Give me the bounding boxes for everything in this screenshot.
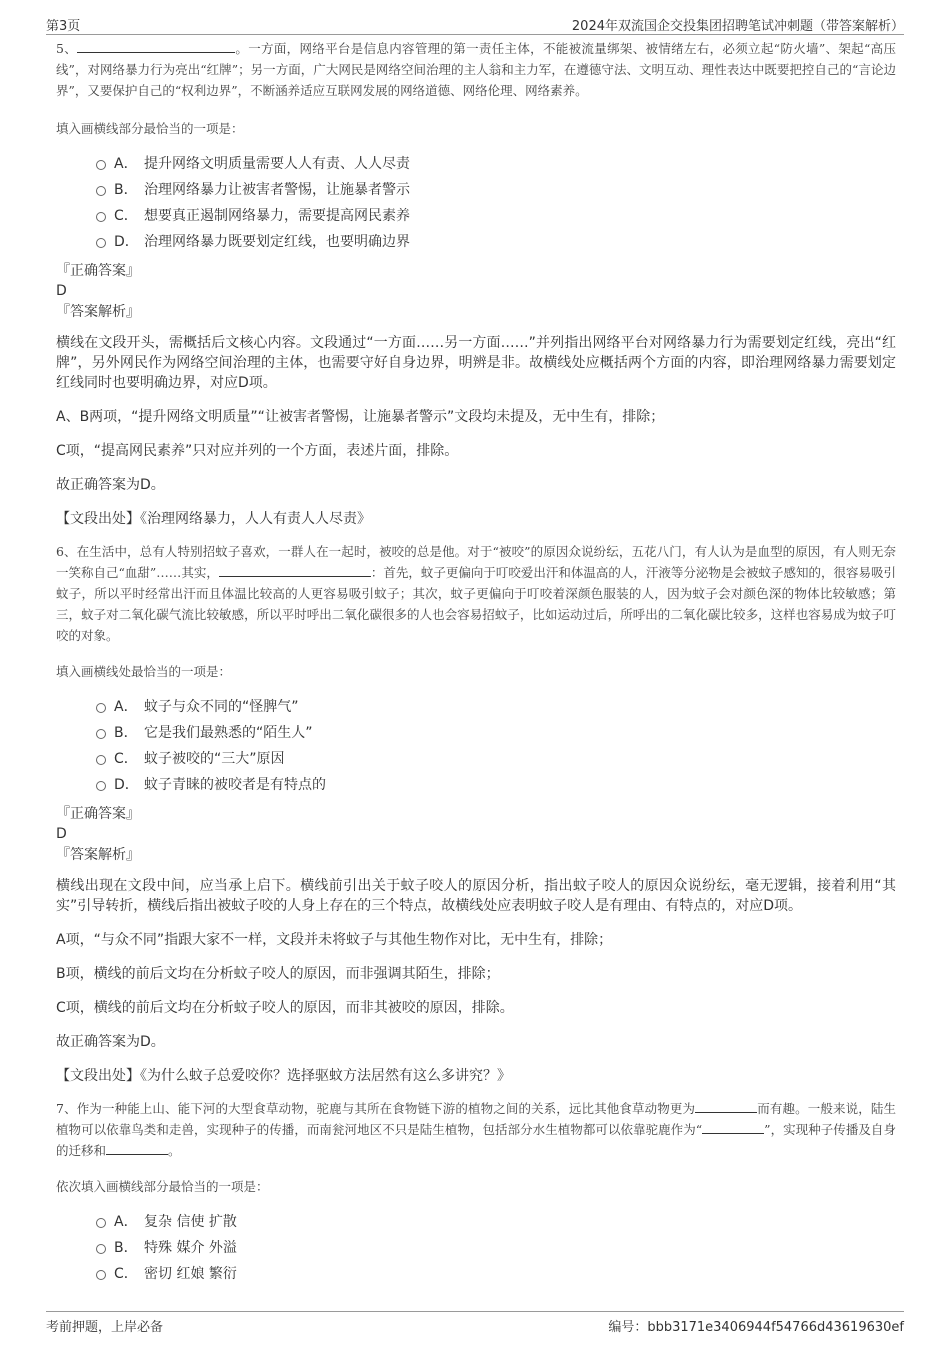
document-body xyxy=(56,36,896,1287)
question-6-source: 【文段出处】《为什么蚊子总爱咬你？选择驱蚊方法居然有这么多讲究？》 xyxy=(56,1068,511,1084)
question-6-option-d[interactable] xyxy=(56,772,896,798)
option-text: 治理网络暴力让被害者警惕，让施暴者警示 xyxy=(144,182,410,198)
question-7-text-3: ”，实现种子传播及自身的迁移和 xyxy=(56,1122,896,1158)
radio-button[interactable] xyxy=(96,160,106,170)
question-6-analysis-4: C项，横线的前后文均在分析蚊子咬人的原因，而非其被咬的原因，排除。 xyxy=(56,1000,514,1016)
option-letter: A． xyxy=(114,699,138,715)
question-5-analysis-3: C项，“提高网民素养”只对应并列的一个方面，表述片面，排除。 xyxy=(56,443,459,459)
question-5-stem xyxy=(56,38,896,101)
question-7-text-2: 而有趣。一般来说，陆生植物可以依靠鸟类和走兽，实现种子的传播，而南瓮河地区不只是陆生植物，包括部分水生植物都可以依靠驼鹿作为“ xyxy=(56,1101,896,1137)
question-6-option-c[interactable] xyxy=(56,746,896,772)
question-5-prompt: 填入画横线部分最恰当的一项是： xyxy=(56,121,244,136)
question-6-analysis-1: 横线出现在文段中间，应当承上启下。横线前引出关于蚊子咬人的原因分析，指出蚊子咬人的原因众说纷纭，毫无逻辑，接着利用“其实”引导转折，横线后指出被蚊子咬的人身上存在的三个特点，故横线处应表明蚊子咬人是有理由、有特点的，对应D项。 xyxy=(56,878,896,914)
question-5-analysis-1: 横线在文段开头，需概括后文核心内容。文段通过“一方面……另一方面……”并列指出网络平台对网络暴力行为需要划定红线，亮出“红牌”，另外网民作为网络空间治理的主体，也需要守好自身边界，明辨是非。故横线处应概括两个方面的内容，即治理网络暴力需要划定红线同时也要明确边界，对应D项。 xyxy=(56,335,896,391)
question-5-option-d[interactable] xyxy=(56,229,896,255)
radio-button[interactable] xyxy=(96,1270,106,1280)
question-6-analysis-5: 故正确答案为D。 xyxy=(56,1034,165,1050)
radio-button[interactable] xyxy=(96,755,106,765)
option-letter: A． xyxy=(114,156,138,172)
question-6-number: 6、 xyxy=(56,544,77,559)
option-letter: C． xyxy=(114,751,138,767)
option-letter: B． xyxy=(114,725,138,741)
question-7-blank-1 xyxy=(695,1099,757,1113)
question-5-source: 【文段出处】《治理网络暴力，人人有责人人尽责》 xyxy=(56,511,371,527)
question-7-blank-3 xyxy=(106,1141,168,1155)
option-letter: A． xyxy=(114,1214,138,1230)
question-7-prompt: 依次填入画横线部分最恰当的一项是： xyxy=(56,1179,269,1194)
question-5-number: 5、 xyxy=(56,41,78,56)
document-code: 编号：bbb3171e3406944f54766d43619630ef xyxy=(608,1320,904,1335)
question-7-option-c[interactable] xyxy=(56,1261,896,1287)
question-7-number: 7、 xyxy=(56,1101,77,1116)
question-6-answer-label: 『正确答案』 xyxy=(56,806,140,822)
question-6-analysis-2: A项，“与众不同”指跟大家不一样，文段并未将蚊子与其他生物作对比，无中生有，排除； xyxy=(56,932,613,948)
option-text: 蚊子与众不同的“怪脾气” xyxy=(144,699,299,715)
option-text: 想要真正遏制网络暴力，需要提高网民素养 xyxy=(144,208,410,224)
option-letter: C． xyxy=(114,1266,138,1282)
question-5-option-a[interactable] xyxy=(56,151,896,177)
question-6-option-b[interactable] xyxy=(56,720,896,746)
option-letter: D． xyxy=(114,234,139,250)
option-letter: B． xyxy=(114,1240,138,1256)
question-7-option-b[interactable] xyxy=(56,1235,896,1261)
question-5-blank xyxy=(77,39,235,53)
question-6-text-before: 在生活中，总有人特别招蚊子喜欢，一群人在一起时，被咬的总是他。对于“被咬”的原因众说纷纭，五花八门，有人认为是血型的原因，有人则无奈一笑称自己“血甜”……其实， xyxy=(56,544,896,580)
question-6-prompt: 填入画横线处最恰当的一项是： xyxy=(56,664,232,679)
radio-button[interactable] xyxy=(96,781,106,791)
question-6-answer: D xyxy=(56,826,67,842)
option-text: 特殊 媒介 外溢 xyxy=(144,1240,237,1256)
question-7-option-a[interactable] xyxy=(56,1209,896,1235)
question-5-option-c[interactable] xyxy=(56,203,896,229)
radio-button[interactable] xyxy=(96,212,106,222)
radio-button[interactable] xyxy=(96,1218,106,1228)
radio-button[interactable] xyxy=(96,729,106,739)
radio-button[interactable] xyxy=(96,703,106,713)
question-5-analysis-4: 故正确答案为D。 xyxy=(56,477,165,493)
question-6-stem xyxy=(56,541,896,646)
question-7-text-4: 。 xyxy=(168,1143,181,1158)
question-6-analysis-3: B项，横线的前后文均在分析蚊子咬人的原因，而非强调其陌生，排除； xyxy=(56,966,500,982)
question-5-options xyxy=(56,151,896,255)
question-7-blank-2 xyxy=(702,1120,764,1134)
option-text: 它是我们最熟悉的“陌生人” xyxy=(144,725,313,741)
radio-button[interactable] xyxy=(96,186,106,196)
option-text: 治理网络暴力既要划定红线，也要明确边界 xyxy=(144,234,410,250)
question-6-blank xyxy=(219,563,371,577)
question-6-options xyxy=(56,694,896,798)
question-7-stem xyxy=(56,1098,896,1161)
question-5-answer-label: 『正确答案』 xyxy=(56,263,140,279)
option-text: 提升网络文明质量需要人人有责、人人尽责 xyxy=(144,156,410,172)
question-7-text-1: 作为一种能上山、能下河的大型食草动物，驼鹿与其所在食物链下游的植物之间的关系，远比其他食草动物更为 xyxy=(76,1101,696,1116)
option-text: 蚊子被咬的“三大”原因 xyxy=(144,751,285,767)
question-5-text: 。一方面，网络平台是信息内容管理的第一责任主体，不能被流量绑架、被情绪左右，必须立起“防火墙”、架起“高压线”，对网络暴力行为亮出“红牌”；另一方面，广大网民是网络空间治理的主人翁和主力军，在遵德守法、文明互动、理性表达中既要把控自己的“言论边界”，又要保护自己的“权利边界”，不断涵养适应互联网发展的网络道德、网络伦理、网络素养。 xyxy=(56,41,896,98)
question-6-text-after: ：首先，蚊子更偏向于叮咬爱出汗和体温高的人，汗液等分泌物是会被蚊子感知的，很容易吸引蚊子，所以平时经常出汗而且体温比较高的人更容易吸引蚊子；其次，蚊子更偏向于叮咬着深颜色服装的人，因为蚊子会对颜色深的物体比较敏感；第三，蚊子对二氧化碳气流比较敏感，所以平时呼出二氧化碳很多的人也会容易招蚊子，比如运动过后，所呼出的二氧化碳比较多，这样也容易成为蚊子叮咬的对象。 xyxy=(56,565,896,643)
document-title: 2024年双流国企交投集团招聘笔试冲刺题（带答案解析） xyxy=(571,19,904,34)
page-footer xyxy=(46,1311,904,1336)
question-5-answer: D xyxy=(56,283,67,299)
option-text: 蚊子青睐的被咬者是有特点的 xyxy=(144,777,326,793)
option-text: 密切 红娘 繁衍 xyxy=(144,1266,237,1282)
option-letter: B． xyxy=(114,182,138,198)
question-6-option-a[interactable] xyxy=(56,694,896,720)
option-text: 复杂 信使 扩散 xyxy=(144,1214,237,1230)
radio-button[interactable] xyxy=(96,1244,106,1254)
question-7-options xyxy=(56,1209,896,1287)
radio-button[interactable] xyxy=(96,238,106,248)
page-number: 第3页 xyxy=(46,19,81,34)
option-letter: C． xyxy=(114,208,138,224)
option-letter: D． xyxy=(114,777,139,793)
page-header xyxy=(46,12,904,35)
question-5-analysis-2: A、B两项，“提升网络文明质量”“让被害者警惕，让施暴者警示”文段均未提及，无中生有，排除； xyxy=(56,409,665,425)
footer-slogan: 考前押题，上岸必备 xyxy=(46,1320,164,1335)
question-5-option-b[interactable] xyxy=(56,177,896,203)
question-6-analysis-label: 『答案解析』 xyxy=(56,847,140,863)
question-5-analysis-label: 『答案解析』 xyxy=(56,304,140,320)
